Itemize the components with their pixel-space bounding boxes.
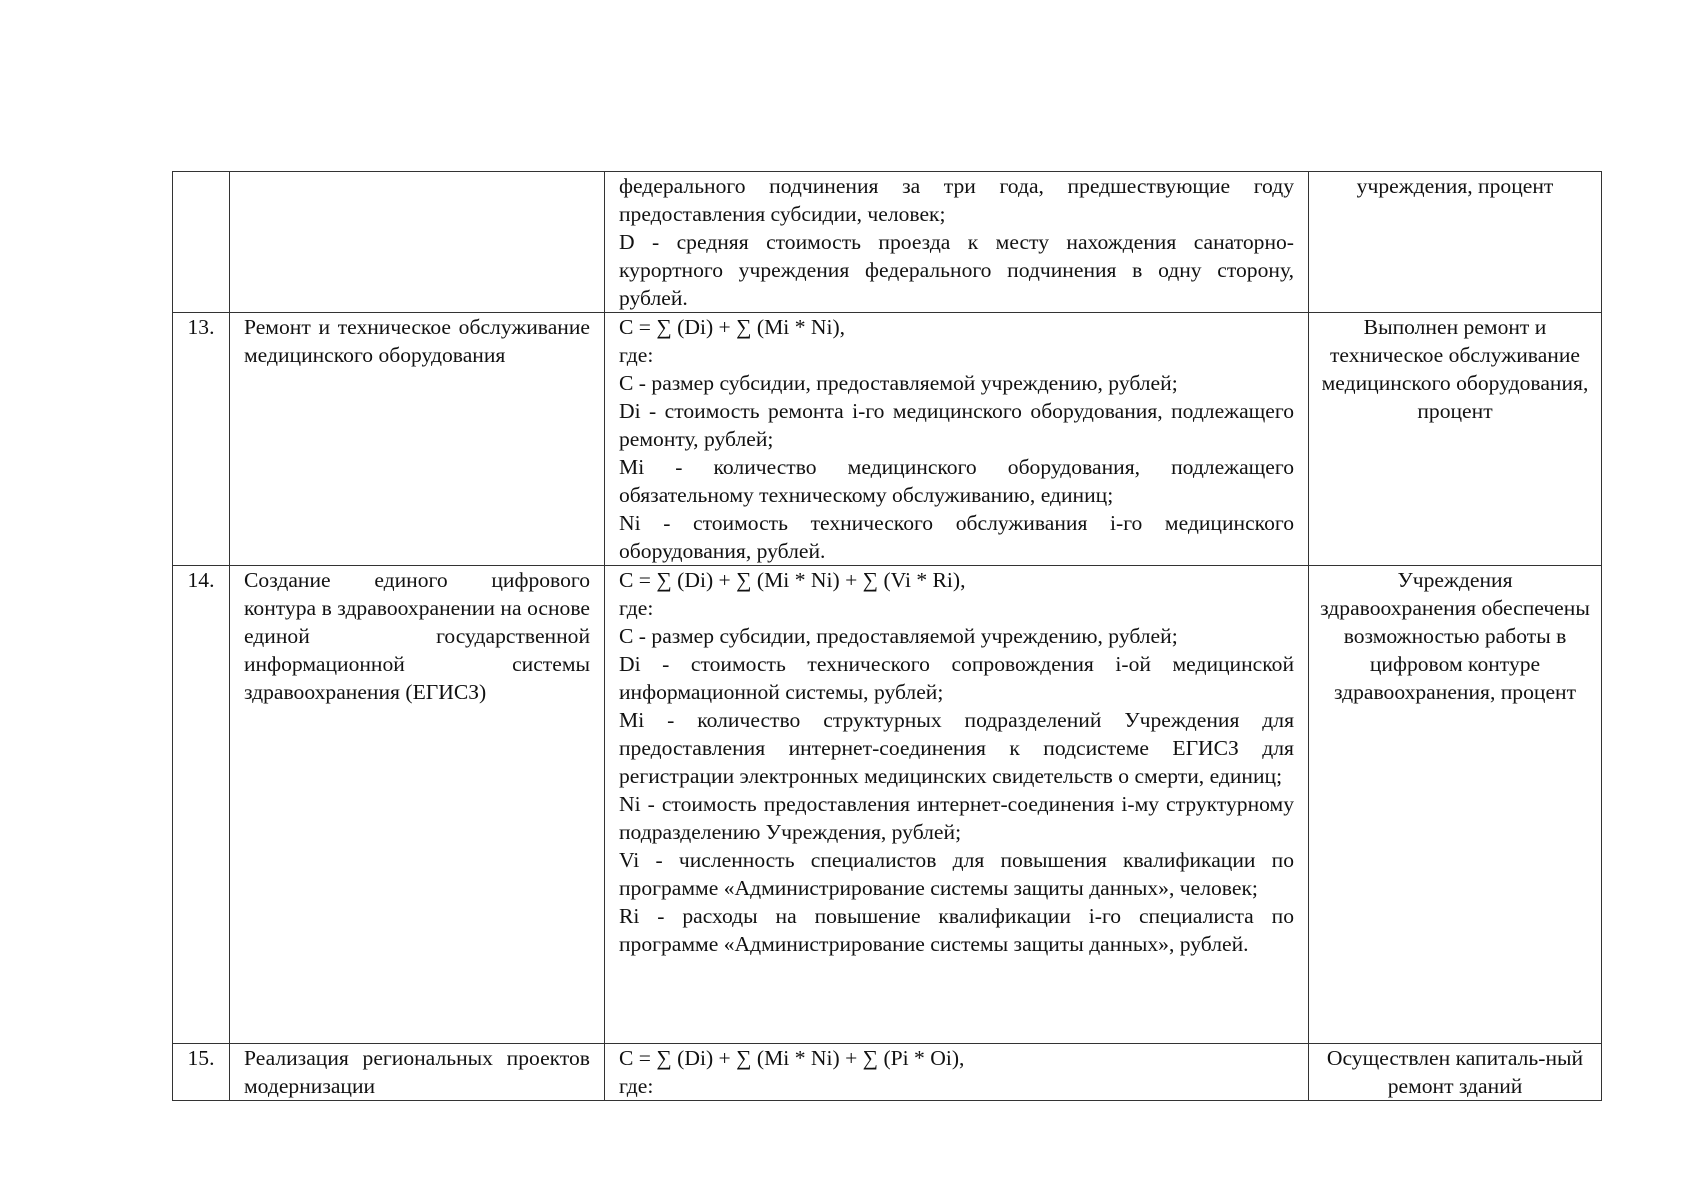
formula-line: С - размер субсидии, предоставляемой учреждению, рублей; [619,371,1178,395]
item-name-cell [230,172,605,313]
item-name-cell: Создание единого цифрового контура в здравоохранении на основе единой государственной информационной системы здравоохранения (ЕГИСЗ) [230,566,605,1044]
row-number-cell: 14. [173,566,230,1044]
formula-line: С = ∑ (Di) + ∑ (Mi * Ni) + ∑ (Vi * Ri), [619,568,966,592]
table-row [173,172,1602,313]
result-indicator-cell: Выполнен ремонт и техническое обслуживание медицинского оборудования, процент [1309,313,1602,566]
result-indicator-cell: Осуществлен капиталь-ный ремонт зданий [1309,1044,1602,1101]
item-name-cell: Ремонт и техническое обслуживание медицинского оборудования [230,313,605,566]
formula-line: Vi - численность специалистов для повышения квалификации по программе «Администрирование системы защиты данных», человек; [619,848,1294,900]
row-number-cell: 15. [173,1044,230,1101]
table-row [173,313,1602,566]
table-row [173,1044,1602,1101]
formula-cell [605,172,1309,313]
formula-line: где: [619,1074,654,1098]
document-table [172,171,1602,1101]
result-indicator-cell: учреждения, процент [1309,172,1602,313]
formula-line: С = ∑ (Di) + ∑ (Mi * Ni) + ∑ (Pi * Oi), [619,1046,965,1070]
formula-line: D - средняя стоимость проезда к месту нахождения санаторно-курортного учреждения федерального подчинения в одну сторону, рублей. [619,230,1294,310]
formula-line: Ri - расходы на повышение квалификации i-го специалиста по программе «Администрирование системы защиты данных», рублей. [619,904,1294,956]
table-row [173,566,1602,1044]
formula-line: где: [619,343,654,367]
result-indicator-cell: Учреждения здравоохранения обеспечены возможностью работы в цифровом контуре здравоохранения, процент [1309,566,1602,1044]
formula-line: Ni - стоимость технического обслуживания i-го медицинского оборудования, рублей. [619,511,1294,563]
item-name-cell: Реализация региональных проектов модернизации [230,1044,605,1101]
formula-line: Ni - стоимость предоставления интернет-соединения i-му структурному подразделению Учреждения, рублей; [619,792,1294,844]
formula-line: С - размер субсидии, предоставляемой учреждению, рублей; [619,624,1178,648]
formula-line: где: [619,596,654,620]
formula-line: Di - стоимость технического сопровождения i-ой медицинской информационной системы, рублей; [619,652,1294,704]
formula-cell [605,1044,1309,1101]
formula-line: Mi - количество медицинского оборудования, подлежащего обязательному техническому обслуживанию, единиц; [619,455,1294,507]
formula-cell [605,566,1309,1044]
formula-line: Di - стоимость ремонта i-го медицинского оборудования, подлежащего ремонту, рублей; [619,399,1294,451]
formula-line: С = ∑ (Di) + ∑ (Mi * Ni), [619,315,846,339]
formula-cell [605,313,1309,566]
row-number-cell [173,172,230,313]
row-number-cell: 13. [173,313,230,566]
formula-line: федерального подчинения за три года, предшествующие году предоставления субсидии, человек; [619,174,1294,226]
formula-line: Mi - количество структурных подразделений Учреждения для предоставления интернет-соединения к подсистеме ЕГИСЗ для регистрации электронных медицинских свидетельств о смерти, единиц; [619,708,1294,788]
